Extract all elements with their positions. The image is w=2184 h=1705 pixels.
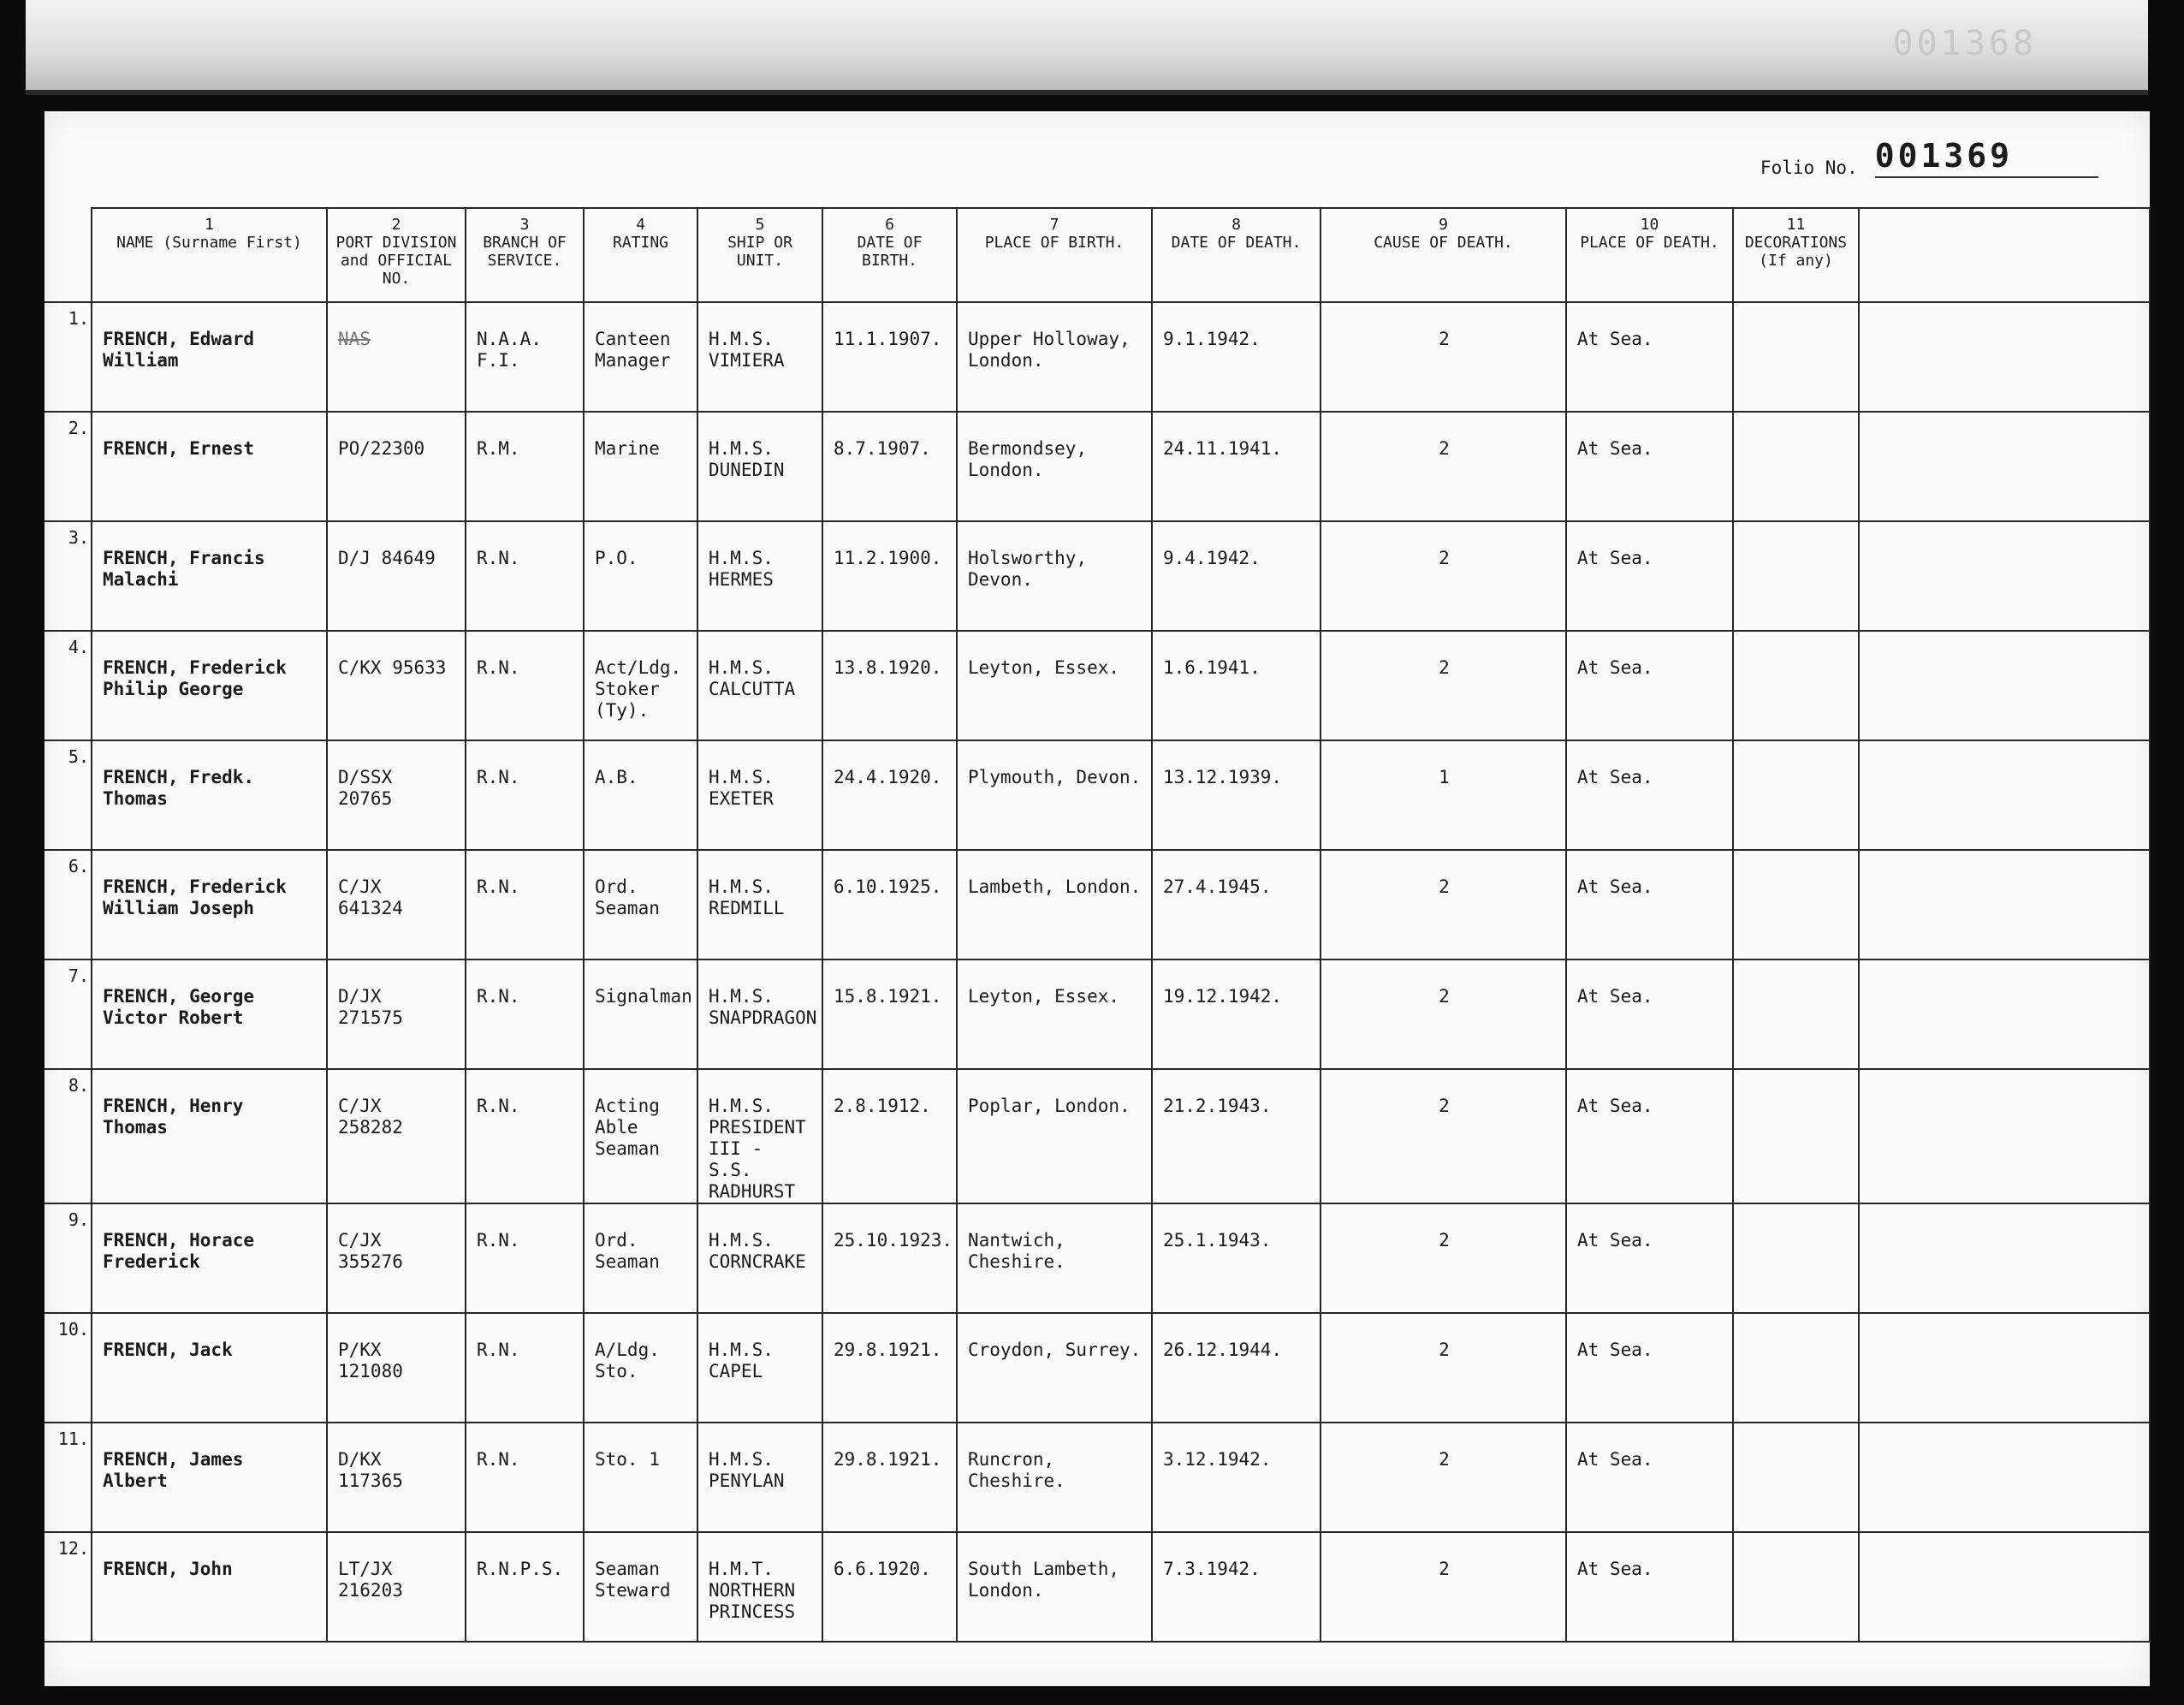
name-cell: FRENCH, Horace Frederick	[92, 1203, 327, 1313]
blank-cell	[1859, 631, 2150, 740]
date-of-death-cell: 27.4.1945.	[1152, 850, 1320, 959]
folio-number-block	[1760, 137, 2098, 178]
rating-cell: Seaman Steward	[584, 1532, 697, 1642]
place-of-birth-cell: Plymouth, Devon.	[957, 740, 1152, 850]
place-of-birth-cell: Bermondsey, London.	[957, 412, 1152, 521]
column-header: 1 NAME (Surname First)	[92, 208, 327, 302]
date-of-death-cell: 19.12.1942.	[1152, 959, 1320, 1069]
decorations-cell	[1733, 302, 1859, 412]
cause-of-death-cell: 2	[1320, 1203, 1566, 1313]
decorations-cell	[1733, 1423, 1859, 1532]
rating-cell: Canteen Manager	[584, 302, 697, 412]
column-header-row	[45, 208, 2150, 302]
date-of-birth-cell: 6.10.1925.	[822, 850, 957, 959]
ship-cell: H.M.S. SNAPDRAGON	[697, 959, 822, 1069]
ghost-folio-number: 001368	[1892, 24, 2037, 63]
row-number: 10.	[45, 1313, 92, 1423]
date-of-birth-cell: 29.8.1921.	[822, 1313, 957, 1423]
date-of-death-cell: 7.3.1942.	[1152, 1532, 1320, 1642]
branch-cell: N.A.A. F.I.	[466, 302, 584, 412]
date-of-birth-cell: 13.8.1920.	[822, 631, 957, 740]
place-of-death-cell: At Sea.	[1566, 412, 1733, 521]
rating-cell: Sto. 1	[584, 1423, 697, 1532]
name-cell: FRENCH, Henry Thomas	[92, 1069, 327, 1203]
date-of-death-cell: 13.12.1939.	[1152, 740, 1320, 850]
rating-cell: Ord. Seaman	[584, 850, 697, 959]
date-of-birth-cell: 11.2.1900.	[822, 521, 957, 631]
column-header: 2 PORT DIVISION and OFFICIAL NO.	[327, 208, 466, 302]
name-cell: FRENCH, Jack	[92, 1313, 327, 1423]
table-row	[45, 521, 2150, 631]
branch-cell: R.N.	[466, 740, 584, 850]
place-of-birth-cell: Holsworthy, Devon.	[957, 521, 1152, 631]
place-of-death-cell: At Sea.	[1566, 1203, 1733, 1313]
table-row	[45, 1069, 2150, 1203]
blank-cell	[1859, 521, 2150, 631]
table-row	[45, 1532, 2150, 1642]
official-number-cell: P/KX 121080	[327, 1313, 466, 1423]
column-header: 7 PLACE OF BIRTH.	[957, 208, 1152, 302]
ship-cell: H.M.S. DUNEDIN	[697, 412, 822, 521]
column-header: 3 BRANCH OF SERVICE.	[466, 208, 584, 302]
rating-cell: P.O.	[584, 521, 697, 631]
place-of-death-cell: At Sea.	[1566, 1313, 1733, 1423]
place-of-birth-cell: Leyton, Essex.	[957, 631, 1152, 740]
date-of-death-cell: 26.12.1944.	[1152, 1313, 1320, 1423]
table-row	[45, 412, 2150, 521]
column-header: 10 PLACE OF DEATH.	[1566, 208, 1733, 302]
cause-of-death-cell: 2	[1320, 1532, 1566, 1642]
name-cell: FRENCH, Frederick Philip George	[92, 631, 327, 740]
rating-cell: Marine	[584, 412, 697, 521]
cause-of-death-cell: 2	[1320, 412, 1566, 521]
decorations-cell	[1733, 1532, 1859, 1642]
date-of-death-cell: 1.6.1941.	[1152, 631, 1320, 740]
official-number-cell: PO/22300	[327, 412, 466, 521]
row-number: 8.	[45, 1069, 92, 1203]
place-of-birth-cell: Runcron, Cheshire.	[957, 1423, 1152, 1532]
row-number: 2.	[45, 412, 92, 521]
blank-cell	[1859, 1423, 2150, 1532]
branch-cell: R.N.P.S.	[466, 1532, 584, 1642]
date-of-birth-cell: 11.1.1907.	[822, 302, 957, 412]
row-number: 7.	[45, 959, 92, 1069]
place-of-birth-cell: South Lambeth, London.	[957, 1532, 1152, 1642]
ship-cell: H.M.S. PENYLAN	[697, 1423, 822, 1532]
name-cell: FRENCH, James Albert	[92, 1423, 327, 1532]
decorations-cell	[1733, 1069, 1859, 1203]
branch-cell: R.N.	[466, 521, 584, 631]
official-number-cell: D/SSX 20765	[327, 740, 466, 850]
date-of-death-cell: 9.1.1942.	[1152, 302, 1320, 412]
blank-cell	[1859, 302, 2150, 412]
row-number-header	[45, 208, 92, 302]
official-number-cell: D/J 84649	[327, 521, 466, 631]
cause-of-death-cell: 2	[1320, 631, 1566, 740]
place-of-birth-cell: Lambeth, London.	[957, 850, 1152, 959]
name-cell: FRENCH, Frederick William Joseph	[92, 850, 327, 959]
ship-cell: H.M.S. REDMILL	[697, 850, 822, 959]
blank-cell	[1859, 1203, 2150, 1313]
date-of-death-cell: 24.11.1941.	[1152, 412, 1320, 521]
cause-of-death-cell: 2	[1320, 1069, 1566, 1203]
place-of-death-cell: At Sea.	[1566, 850, 1733, 959]
ship-cell: H.M.S. PRESIDENT III - S.S. RADHURST	[697, 1069, 822, 1203]
date-of-birth-cell: 25.10.1923.	[822, 1203, 957, 1313]
folio-number: 001369	[1875, 137, 2098, 178]
row-number: 11.	[45, 1423, 92, 1532]
cause-of-death-cell: 2	[1320, 521, 1566, 631]
rating-cell: A.B.	[584, 740, 697, 850]
blank-cell	[1859, 850, 2150, 959]
date-of-birth-cell: 15.8.1921.	[822, 959, 957, 1069]
cause-of-death-cell: 2	[1320, 1313, 1566, 1423]
place-of-birth-cell: Poplar, London.	[957, 1069, 1152, 1203]
blank-cell	[1859, 1532, 2150, 1642]
ship-cell: H.M.S. VIMIERA	[697, 302, 822, 412]
official-number-cell: C/KX 95633	[327, 631, 466, 740]
column-header: 5 SHIP OR UNIT.	[697, 208, 822, 302]
branch-cell: R.N.	[466, 1069, 584, 1203]
cause-of-death-cell: 1	[1320, 740, 1566, 850]
place-of-birth-cell: Nantwich, Cheshire.	[957, 1203, 1152, 1313]
decorations-cell	[1733, 412, 1859, 521]
place-of-death-cell: At Sea.	[1566, 1423, 1733, 1532]
name-cell: FRENCH, Edward William	[92, 302, 327, 412]
place-of-death-cell: At Sea.	[1566, 740, 1733, 850]
cause-of-death-cell: 2	[1320, 302, 1566, 412]
decorations-cell	[1733, 521, 1859, 631]
ship-cell: H.M.S. EXETER	[697, 740, 822, 850]
branch-cell: R.M.	[466, 412, 584, 521]
place-of-death-cell: At Sea.	[1566, 631, 1733, 740]
place-of-birth-cell: Leyton, Essex.	[957, 959, 1152, 1069]
table-row	[45, 302, 2150, 412]
ship-cell: H.M.S. HERMES	[697, 521, 822, 631]
place-of-death-cell: At Sea.	[1566, 959, 1733, 1069]
date-of-death-cell: 21.2.1943.	[1152, 1069, 1320, 1203]
branch-cell: R.N.	[466, 1313, 584, 1423]
decorations-cell	[1733, 850, 1859, 959]
column-header: 9 CAUSE OF DEATH.	[1320, 208, 1566, 302]
table-row	[45, 850, 2150, 959]
place-of-birth-cell: Croydon, Surrey.	[957, 1313, 1152, 1423]
date-of-birth-cell: 24.4.1920.	[822, 740, 957, 850]
row-number: 9.	[45, 1203, 92, 1313]
place-of-death-cell: At Sea.	[1566, 1069, 1733, 1203]
column-header: 4 RATING	[584, 208, 697, 302]
branch-cell: R.N.	[466, 1423, 584, 1532]
cause-of-death-cell: 2	[1320, 1423, 1566, 1532]
blank-cell	[1859, 959, 2150, 1069]
table-row	[45, 1313, 2150, 1423]
name-cell: FRENCH, Francis Malachi	[92, 521, 327, 631]
table-row	[45, 1203, 2150, 1313]
place-of-death-cell: At Sea.	[1566, 302, 1733, 412]
row-number: 3.	[45, 521, 92, 631]
ship-cell: H.M.S. CAPEL	[697, 1313, 822, 1423]
decorations-cell	[1733, 959, 1859, 1069]
rating-cell: Act/Ldg. Stoker (Ty).	[584, 631, 697, 740]
official-number-cell: C/JX 258282	[327, 1069, 466, 1203]
rating-cell: A/Ldg. Sto.	[584, 1313, 697, 1423]
official-number-cell: NAS	[327, 302, 466, 412]
branch-cell: R.N.	[466, 850, 584, 959]
decorations-cell	[1733, 740, 1859, 850]
row-number: 6.	[45, 850, 92, 959]
name-cell: FRENCH, George Victor Robert	[92, 959, 327, 1069]
name-cell: FRENCH, Fredk. Thomas	[92, 740, 327, 850]
branch-cell: R.N.	[466, 959, 584, 1069]
table-row	[45, 740, 2150, 850]
folio-label: Folio No.	[1760, 157, 1858, 178]
place-of-death-cell: At Sea.	[1566, 521, 1733, 631]
register-sheet	[45, 111, 2150, 1686]
table-row	[45, 959, 2150, 1069]
ship-cell: H.M.S. CALCUTTA	[697, 631, 822, 740]
rating-cell: Acting Able Seaman	[584, 1069, 697, 1203]
cause-of-death-cell: 2	[1320, 850, 1566, 959]
ship-cell: H.M.T. NORTHERN PRINCESS	[697, 1532, 822, 1642]
date-of-birth-cell: 6.6.1920.	[822, 1532, 957, 1642]
official-number-cell: LT/JX 216203	[327, 1532, 466, 1642]
blank-cell	[1859, 740, 2150, 850]
blank-cell	[1859, 412, 2150, 521]
place-of-birth-cell: Upper Holloway, London.	[957, 302, 1152, 412]
row-number: 1.	[45, 302, 92, 412]
row-number: 5.	[45, 740, 92, 850]
ship-cell: H.M.S. CORNCRAKE	[697, 1203, 822, 1313]
decorations-cell	[1733, 631, 1859, 740]
decorations-cell	[1733, 1203, 1859, 1313]
rating-cell: Signalman	[584, 959, 697, 1069]
previous-page-edge	[26, 0, 2148, 95]
name-cell: FRENCH, John	[92, 1532, 327, 1642]
decorations-cell	[1733, 1313, 1859, 1423]
blank-cell	[1859, 1069, 2150, 1203]
date-of-death-cell: 3.12.1942.	[1152, 1423, 1320, 1532]
date-of-birth-cell: 2.8.1912.	[822, 1069, 957, 1203]
rating-cell: Ord. Seaman	[584, 1203, 697, 1313]
name-cell: FRENCH, Ernest	[92, 412, 327, 521]
date-of-birth-cell: 29.8.1921.	[822, 1423, 957, 1532]
date-of-death-cell: 25.1.1943.	[1152, 1203, 1320, 1313]
table-row	[45, 631, 2150, 740]
date-of-birth-cell: 8.7.1907.	[822, 412, 957, 521]
cause-of-death-cell: 2	[1320, 959, 1566, 1069]
official-number-cell: D/JX 271575	[327, 959, 466, 1069]
column-header: 11 DECORATIONS (If any)	[1733, 208, 1859, 302]
official-number-cell: C/JX 355276	[327, 1203, 466, 1313]
table-row	[45, 1423, 2150, 1532]
row-number: 4.	[45, 631, 92, 740]
column-header: 8 DATE OF DEATH.	[1152, 208, 1320, 302]
row-number: 12.	[45, 1532, 92, 1642]
date-of-death-cell: 9.4.1942.	[1152, 521, 1320, 631]
blank-cell	[1859, 1313, 2150, 1423]
official-number-cell: D/KX 117365	[327, 1423, 466, 1532]
blank-column-header	[1859, 208, 2150, 302]
column-header: 6 DATE OF BIRTH.	[822, 208, 957, 302]
official-number-cell: C/JX 641324	[327, 850, 466, 959]
branch-cell: R.N.	[466, 1203, 584, 1313]
casualty-register-table	[45, 207, 2151, 1643]
branch-cell: R.N.	[466, 631, 584, 740]
place-of-death-cell: At Sea.	[1566, 1532, 1733, 1642]
